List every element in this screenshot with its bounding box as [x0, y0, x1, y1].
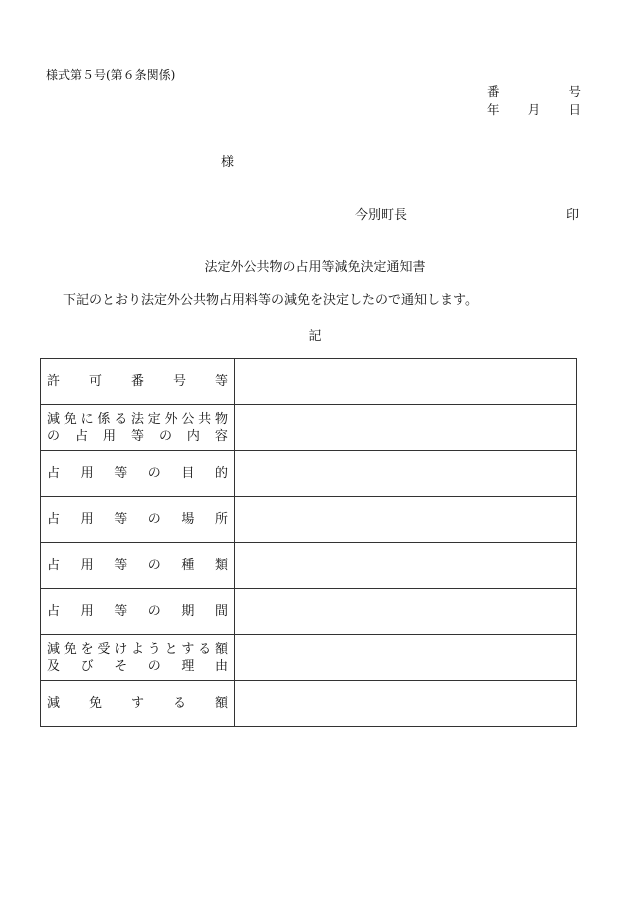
label-char: 占 — [47, 604, 61, 619]
row-label — [41, 451, 235, 497]
label-char: 間 — [214, 604, 228, 619]
row-label-line — [47, 511, 228, 528]
addressee-honorific: 様 — [221, 155, 235, 170]
label-char: 目 — [181, 466, 195, 481]
number-label-right: 号 — [568, 84, 581, 99]
row-value-cell[interactable] — [235, 635, 577, 681]
details-table — [40, 358, 577, 727]
row-value-cell[interactable] — [235, 405, 577, 451]
label-char: す — [181, 641, 195, 657]
label-char: 用 — [80, 466, 94, 481]
label-char: け — [114, 641, 128, 657]
label-char: よ — [130, 641, 144, 657]
label-char: 由 — [214, 658, 228, 674]
label-char: う — [147, 641, 161, 657]
row-label — [41, 405, 235, 451]
label-char: 等 — [114, 604, 128, 619]
label-char: 物 — [214, 411, 228, 427]
label-char: 占 — [47, 558, 61, 573]
number-label-left: 番 — [487, 84, 500, 99]
row-label-line — [47, 411, 228, 428]
label-char: 法 — [130, 411, 144, 427]
label-char: の — [147, 512, 161, 527]
date-line — [487, 100, 581, 118]
label-char: の — [147, 466, 161, 481]
label-char: 用 — [80, 604, 94, 619]
label-char: 額 — [214, 696, 228, 711]
label-char: を — [80, 641, 94, 657]
label-char: る — [198, 641, 212, 657]
date-year-label: 年 — [487, 102, 500, 117]
row-label-line — [47, 695, 228, 712]
row-label-line — [47, 641, 228, 658]
label-char: 容 — [214, 428, 228, 444]
row-label-line — [47, 557, 228, 574]
label-char: の — [147, 658, 161, 674]
label-char: に — [80, 411, 94, 427]
date-month-label: 月 — [527, 102, 541, 117]
label-char: 係 — [97, 411, 111, 427]
label-char: そ — [114, 658, 128, 674]
row-label — [41, 589, 235, 635]
table-row — [41, 589, 577, 635]
row-value-cell[interactable] — [235, 451, 577, 497]
label-char: 類 — [214, 558, 228, 573]
row-label-line — [47, 658, 228, 675]
row-label — [41, 359, 235, 405]
label-char: 所 — [214, 512, 228, 527]
label-char: 用 — [102, 428, 116, 444]
label-char: 等 — [114, 558, 128, 573]
label-char: 減 — [47, 411, 61, 427]
label-char: 額 — [214, 641, 228, 657]
row-value-cell[interactable] — [235, 543, 577, 589]
seal-mark: 印 — [566, 208, 580, 223]
label-char: 共 — [198, 411, 212, 427]
table-row — [41, 681, 577, 727]
label-char: 免 — [63, 411, 77, 427]
label-char: の — [147, 604, 161, 619]
label-char: 免 — [88, 696, 102, 711]
label-char: 内 — [186, 428, 200, 444]
label-char: 減 — [47, 696, 61, 711]
label-char: 理 — [181, 658, 195, 674]
label-char: の — [47, 428, 61, 444]
label-char: 号 — [172, 374, 186, 389]
ki-heading: 記 — [308, 329, 322, 344]
label-char: 占 — [74, 428, 88, 444]
row-value-cell[interactable] — [235, 589, 577, 635]
table-row — [41, 497, 577, 543]
label-char: 公 — [181, 411, 195, 427]
label-char: 等 — [114, 466, 128, 481]
row-label — [41, 543, 235, 589]
label-char: 外 — [164, 411, 178, 427]
label-char: 期 — [181, 604, 195, 619]
label-char: 占 — [47, 512, 61, 527]
label-char: 等 — [130, 428, 144, 444]
row-value-cell[interactable] — [235, 497, 577, 543]
label-char: の — [147, 558, 161, 573]
label-char: 等 — [214, 374, 228, 389]
table-row — [41, 635, 577, 681]
label-char: 可 — [88, 374, 102, 389]
sender-name: 今別町長 — [355, 208, 408, 223]
label-char: 及 — [47, 658, 61, 674]
label-char: 等 — [114, 512, 128, 527]
label-char: び — [80, 658, 94, 674]
label-char: 受 — [97, 641, 111, 657]
document-number-line — [487, 82, 581, 100]
label-char: る — [172, 696, 186, 711]
label-char: る — [114, 411, 128, 427]
date-day-label: 日 — [568, 102, 581, 117]
label-char: 番 — [130, 374, 144, 389]
document-body: 下記のとおり法定外公共物占用料等の減免を決定したので通知します。 — [63, 293, 478, 308]
label-char: 定 — [147, 411, 161, 427]
table-row — [41, 359, 577, 405]
row-value-cell[interactable] — [235, 681, 577, 727]
row-label-line — [47, 373, 228, 390]
label-char: の — [158, 428, 172, 444]
label-char: 用 — [80, 512, 94, 527]
label-char: 免 — [63, 641, 77, 657]
table-row — [41, 451, 577, 497]
form-number: 様式第５号(第６条関係) — [46, 68, 176, 82]
row-label — [41, 635, 235, 681]
label-char: す — [130, 696, 144, 711]
label-char: 用 — [80, 558, 94, 573]
row-label-line — [47, 428, 228, 445]
table-row — [41, 405, 577, 451]
label-char: 許 — [47, 374, 61, 389]
row-label — [41, 681, 235, 727]
row-value-cell[interactable] — [235, 359, 577, 405]
label-char: 減 — [47, 641, 61, 657]
label-char: 的 — [214, 466, 228, 481]
label-char: 種 — [181, 558, 195, 573]
document-title: 法定外公共物の占用等減免決定通知書 — [204, 260, 426, 275]
row-label-line — [47, 603, 228, 620]
label-char: 占 — [47, 466, 61, 481]
label-char: 場 — [181, 512, 195, 527]
row-label-line — [47, 465, 228, 482]
table-row — [41, 543, 577, 589]
row-label — [41, 497, 235, 543]
label-char: と — [164, 641, 178, 657]
